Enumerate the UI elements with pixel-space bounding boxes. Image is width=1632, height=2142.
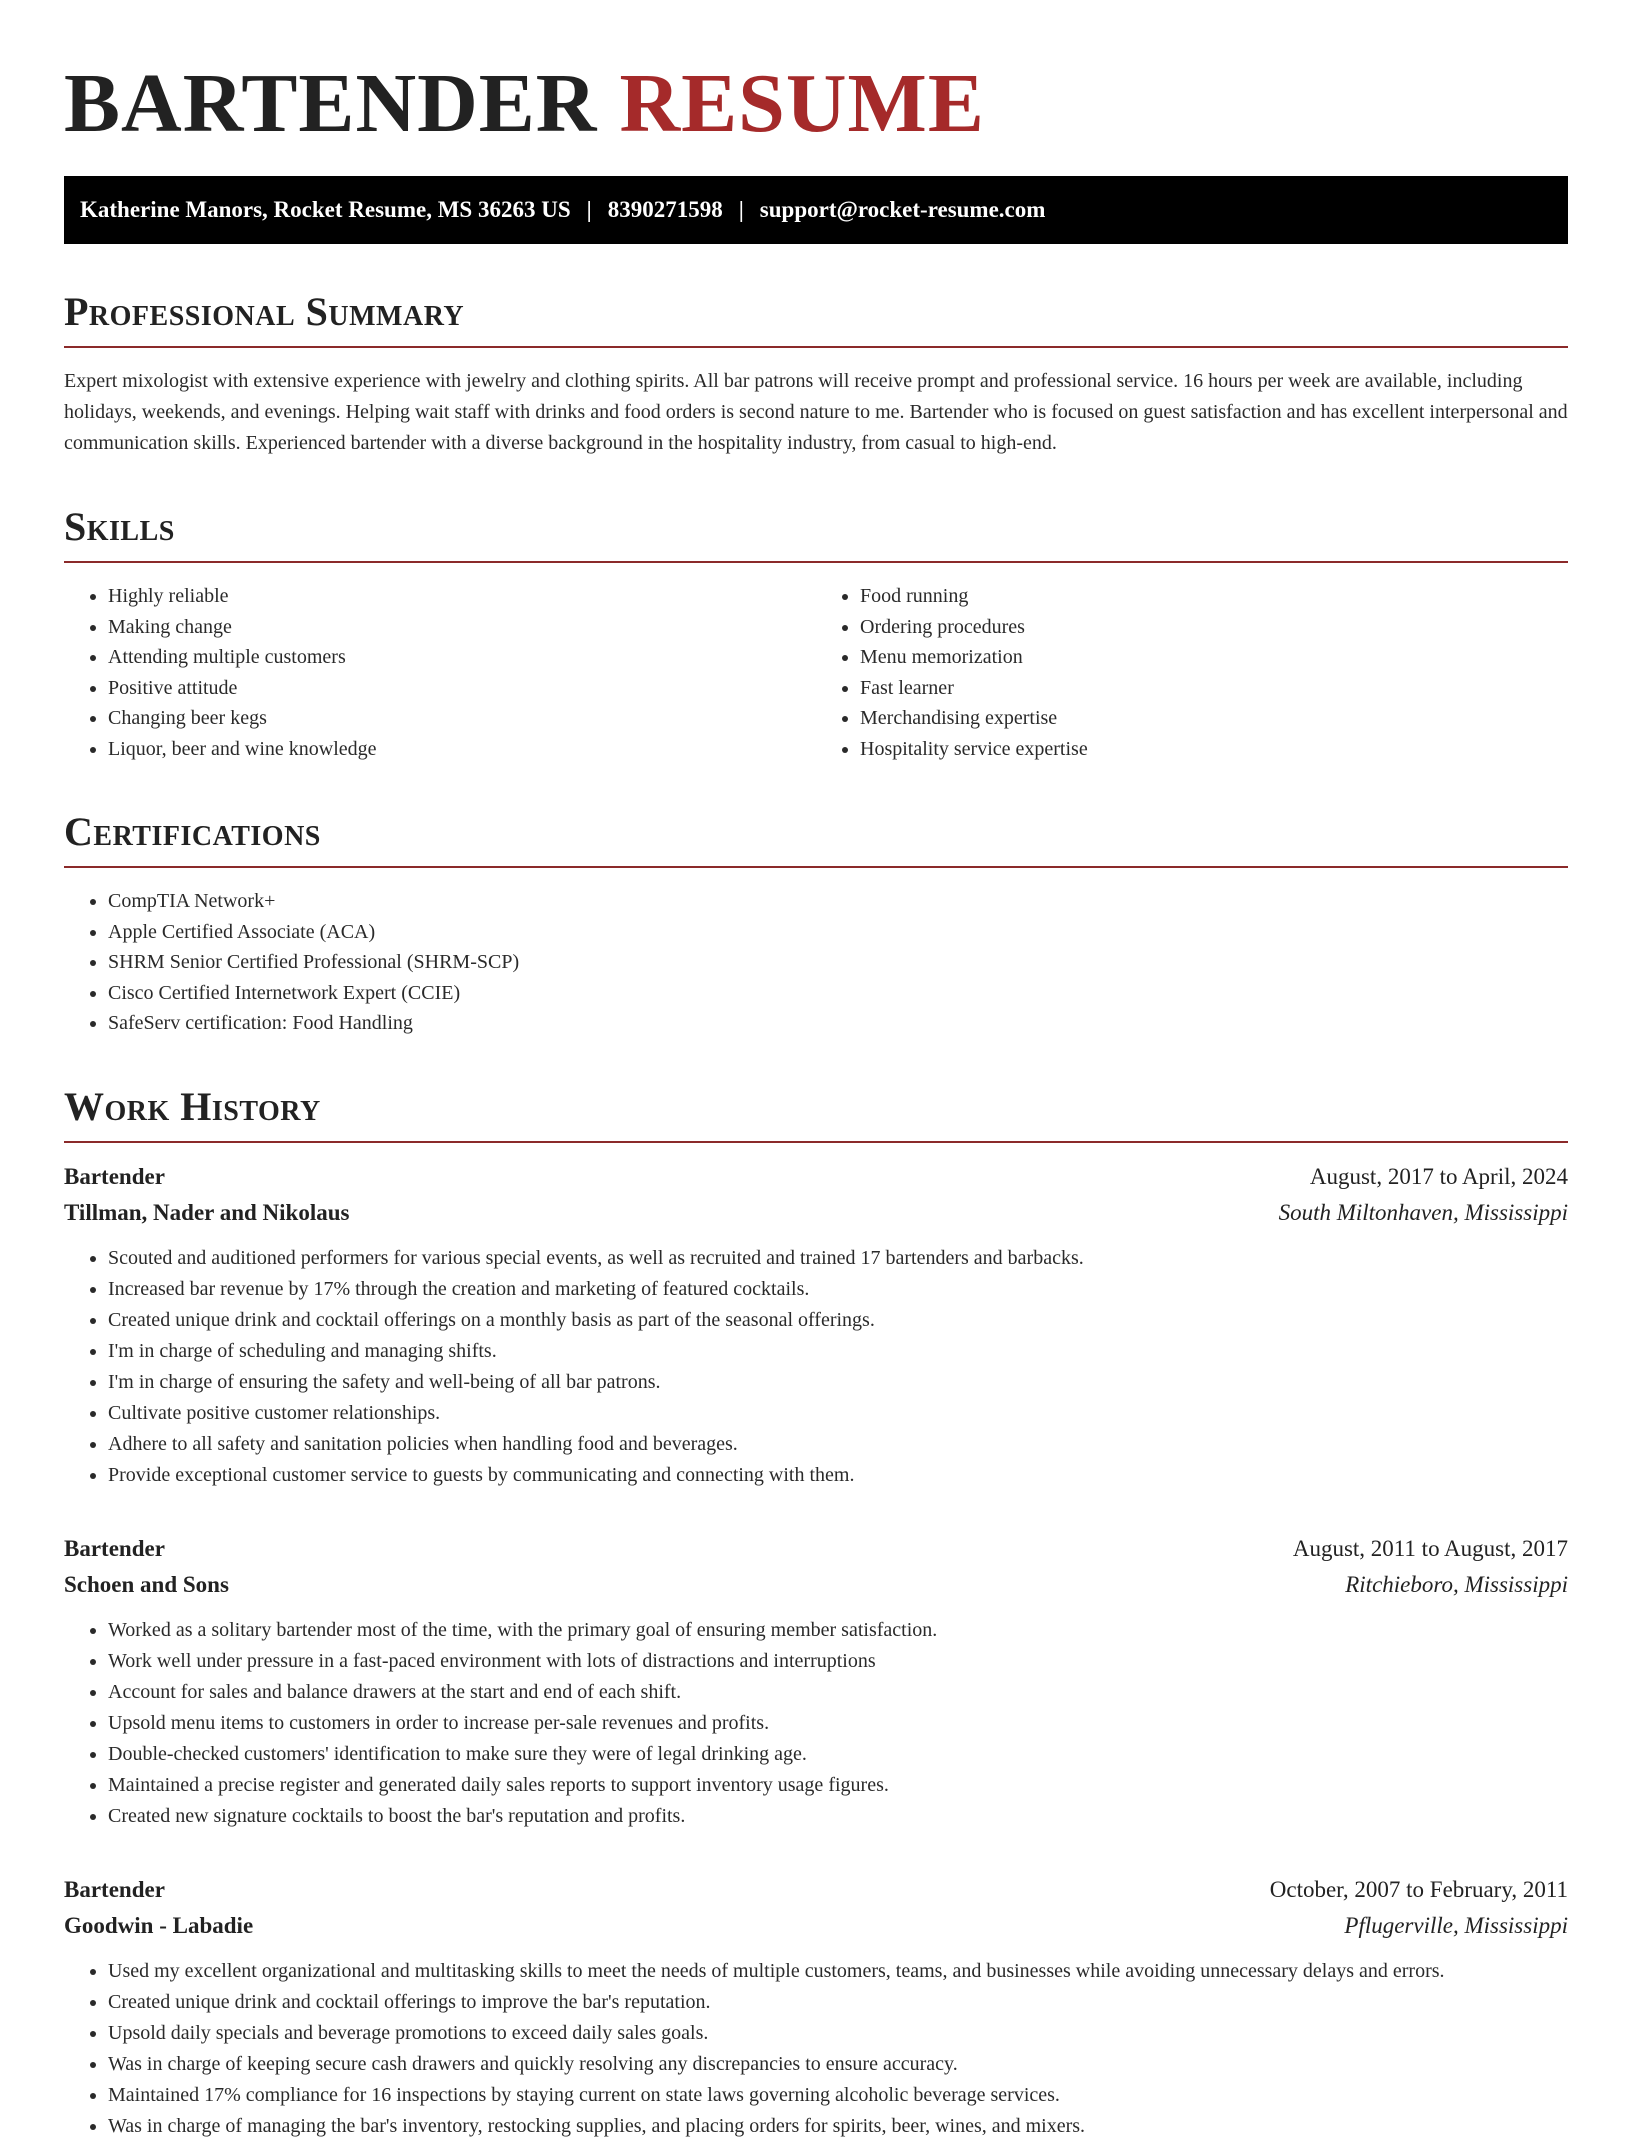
job-duty-item: • Account for sales and balance drawers at the start and end of each shift.: [108, 1677, 1568, 1708]
skills-list-left: [64, 581, 816, 764]
job-duty-item: • Adhere to all safety and sanitation policies when handling food and beverages.: [108, 1429, 1568, 1460]
job-title: Bartender: [64, 1535, 165, 1561]
resume-title: [64, 56, 1568, 152]
skill-item: • Highly reliable: [108, 581, 816, 612]
job-title: Bartender: [64, 1876, 165, 1902]
job-dates: August, 2017 to April, 2024: [1309, 1163, 1568, 1189]
job-location: Pflugerville, Mississippi: [1344, 1912, 1568, 1938]
skill-item: • Changing beer kegs: [108, 703, 816, 734]
skills-section: [64, 503, 1568, 764]
contact-email: support@rocket-resume.com: [759, 197, 1046, 222]
job-header-row: [64, 1531, 1568, 1567]
skill-item: • Ordering procedures: [860, 612, 1568, 643]
skill-item: • Merchandising expertise: [860, 703, 1568, 734]
contact-bar: [64, 176, 1568, 244]
job-duty-item: • Upsold daily specials and beverage promotions to exceed daily sales goals.: [108, 2018, 1568, 2049]
job-location: Ritchieboro, Mississippi: [1345, 1571, 1568, 1597]
skills-list-right: [816, 581, 1568, 764]
job-duty-item: • Provide exceptional customer service to guests by communicating and connecting with them.: [108, 1460, 1568, 1491]
job-duty-item: • I'm in charge of ensuring the safety and well-being of all bar patrons.: [108, 1367, 1568, 1398]
certifications-heading: Certifications: [64, 808, 1568, 868]
job-location: South Miltonhaven, Mississippi: [1278, 1199, 1568, 1225]
contact-address: Katherine Manors, Rocket Resume, MS 36263 US: [80, 197, 571, 222]
job-entry: [64, 1159, 1568, 1491]
job-duty-item: • Cultivate positive customer relationships.: [108, 1398, 1568, 1429]
job-duty-item: • Created unique drink and cocktail offerings on a monthly basis as part of the seasonal offerings.: [108, 1305, 1568, 1336]
skill-item: • Fast learner: [860, 673, 1568, 704]
contact-separator: |: [738, 197, 744, 222]
job-company: Tillman, Nader and Nikolaus: [64, 1199, 350, 1225]
skill-item: • Positive attitude: [108, 673, 816, 704]
certification-item: • Cisco Certified Internetwork Expert (CCIE): [108, 978, 1568, 1009]
work-history-section: [64, 1083, 1568, 2142]
skill-item: • Liquor, beer and wine knowledge: [108, 734, 816, 765]
job-header-row: [64, 1872, 1568, 1908]
job-entry: [64, 1531, 1568, 1832]
job-company-row: [64, 1567, 1568, 1603]
job-title: Bartender: [64, 1163, 165, 1189]
job-company-row: [64, 1195, 1568, 1231]
job-dates: October, 2007 to February, 2011: [1269, 1876, 1568, 1902]
job-duty-item: • Created unique drink and cocktail offerings to improve the bar's reputation.: [108, 1987, 1568, 2018]
job-duty-item: • Work well under pressure in a fast-paced environment with lots of distractions and interruptions: [108, 1646, 1568, 1677]
job-duty-item: • Created new signature cocktails to boost the bar's reputation and profits.: [108, 1801, 1568, 1832]
job-duty-item: • I'm in charge of scheduling and managing shifts.: [108, 1336, 1568, 1367]
job-duty-item: • Was in charge of keeping secure cash drawers and quickly resolving any discrepancies to ensure accuracy.: [108, 2049, 1568, 2080]
job-duty-item: • Maintained a precise register and generated daily sales reports to support inventory usage figures.: [108, 1770, 1568, 1801]
summary-heading: Professional Summary: [64, 288, 1568, 348]
summary-section: [64, 288, 1568, 459]
certification-item: • SHRM Senior Certified Professional (SHRM-SCP): [108, 947, 1568, 978]
skill-item: • Attending multiple customers: [108, 642, 816, 673]
job-duties-list: [64, 1243, 1568, 1491]
title-accent: RESUME: [619, 57, 985, 150]
skill-item: • Menu memorization: [860, 642, 1568, 673]
skills-columns: [64, 581, 1568, 764]
skills-heading: Skills: [64, 503, 1568, 563]
job-duty-item: • Worked as a solitary bartender most of the time, with the primary goal of ensuring member satisfaction.: [108, 1615, 1568, 1646]
contact-separator: |: [586, 197, 592, 222]
certification-item: • Apple Certified Associate (ACA): [108, 917, 1568, 948]
job-company: Schoen and Sons: [64, 1571, 229, 1597]
certifications-section: [64, 808, 1568, 1039]
skill-item: • Food running: [860, 581, 1568, 612]
work-history-heading: Work History: [64, 1083, 1568, 1143]
job-duty-item: • Increased bar revenue by 17% through the creation and marketing of featured cocktails.: [108, 1274, 1568, 1305]
title-main: BARTENDER: [64, 57, 598, 150]
contact-phone: 8390271598: [607, 197, 723, 222]
skill-item: • Making change: [108, 612, 816, 643]
certification-item: • SafeServ certification: Food Handling: [108, 1008, 1568, 1039]
summary-text: Expert mixologist with extensive experience with jewelry and clothing spirits. All bar patrons will receive prompt and professional service. 16 hours per week are available, including holidays, weekends, and evenings. Helping wait staff with drinks and food orders is second nature to me. Bartender who is focused on guest satisfaction and has excellent interpersonal and communication skills. Experienced bartender with a diverse background in the hospitality industry, from casual to high-end.: [64, 370, 1568, 454]
job-duty-item: • Double-checked customers' identification to make sure they were of legal drinking age.: [108, 1739, 1568, 1770]
job-duties-list: [64, 1956, 1568, 2142]
job-company: Goodwin - Labadie: [64, 1912, 254, 1938]
job-duty-item: • Used my excellent organizational and multitasking skills to meet the needs of multiple customers, teams, and businesses while avoiding unnecessary delays and errors.: [108, 1956, 1568, 1987]
job-header-row: [64, 1159, 1568, 1195]
job-duty-item: • Maintained 17% compliance for 16 inspections by staying current on state laws governing alcoholic beverage services.: [108, 2080, 1568, 2111]
job-entry: [64, 1872, 1568, 2142]
certification-item: • CompTIA Network+: [108, 886, 1568, 917]
job-company-row: [64, 1908, 1568, 1944]
certifications-list: [64, 886, 1568, 1039]
job-duty-item: • Scouted and auditioned performers for various special events, as well as recruited and trained 17 bartenders and barbacks.: [108, 1243, 1568, 1274]
job-dates: August, 2011 to August, 2017: [1292, 1535, 1568, 1561]
job-duty-item: • Was in charge of managing the bar's inventory, restocking supplies, and placing orders for spirits, beer, wines, and mixers.: [108, 2111, 1568, 2142]
job-duties-list: [64, 1615, 1568, 1832]
skill-item: • Hospitality service expertise: [860, 734, 1568, 765]
job-duty-item: • Upsold menu items to customers in order to increase per-sale revenues and profits.: [108, 1708, 1568, 1739]
